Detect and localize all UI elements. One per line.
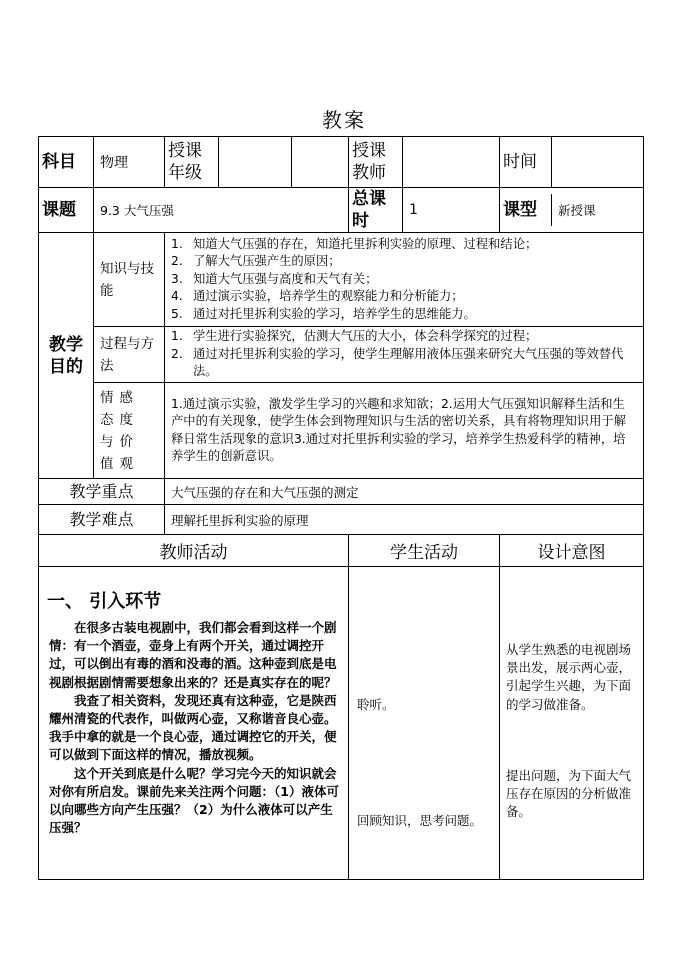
subject-label: 科目: [39, 137, 94, 188]
design-intent-header: 设计意图: [500, 535, 644, 567]
list-item: 2. 了解大气压强产生的原因；: [171, 254, 341, 269]
grade-value-extra: [292, 137, 349, 188]
objectives-label: 教学目的: [39, 233, 94, 479]
time-cell: [500, 137, 644, 188]
teacher-paragraph: 这个开关到底是什么呢？学习完今天的知识就会对你有所启发。课前先来关注两个问题：（1）液体可以向哪些方向产生压强？（2）为什么液体可以产生压强？: [49, 765, 339, 836]
section-title: 一、 引入环节: [47, 591, 162, 612]
student-activity-listen: 聆听。: [357, 697, 395, 712]
teacher-paragraph: 在很多古装电视剧中，我们都会看到这样一个剧情：有一个酒壶，壶身上有两个开关，通过调控开过，可以倒出有毒的酒和没毒的酒。这种壶到底是电视剧根据剧情需要想象出来的？还是真实存在的呢？: [49, 620, 337, 690]
hours-label: 总课时: [349, 188, 403, 233]
list-item: 1. 学生进行实验探究，估测大气压的大小，体会科学探究的过程；: [171, 329, 538, 344]
subject-value: 物理: [94, 137, 165, 188]
student-activity-review: 回顾知识，思考问题。: [357, 813, 483, 828]
design-intent-text: 从学生熟悉的电视剧场景出发，展示两心壶，引起学生兴趣，为下面的学习做准备。: [506, 642, 632, 712]
teacher-activity-cell: [39, 567, 349, 880]
emotion-label: 情感态度与价值观: [94, 383, 165, 479]
grade-label: 授课年级: [165, 137, 219, 188]
grade-value: [219, 137, 292, 188]
time-value: [552, 137, 643, 187]
key-point-value: 大气压强的存在和大气压强的测定: [165, 479, 644, 505]
teacher-paragraph: 我查了相关资料，发现还真有这种壶，它是陕西耀州清瓷的代表作，叫做两心壶，又称谐音良心壶。我手中拿的就是一个良心壶，通过调控它的开关，便可以做到下面这样的情况，播放视频。: [49, 692, 337, 763]
document-title: 教案: [322, 108, 366, 132]
list-item: 5. 通过对托里拆利实验的学习，培养学生的思维能力。: [171, 306, 476, 321]
knowledge-list-cell: [165, 233, 644, 327]
difficulty-label: 教学难点: [39, 505, 165, 535]
list-item: 3. 知道大气压强与高度和天气有关；: [171, 271, 378, 286]
emotion-text: 1.通过演示实验，激发学生学习的兴趣和求知欲；2.运用大气压强知识解释生活和生产中的有关现象，使学生体会到物理知识与生活的密切关系，具有将物理知识用于解释日常生活现象的意识3.通过对托里拆利实验的学习，培养学生热爱科学的精神，培养学生的创新意识。: [165, 383, 644, 479]
hours-value: 1: [403, 188, 500, 233]
design-intent-cell: [500, 567, 644, 880]
teacher-value: [403, 137, 500, 188]
list-item: 4. 通过演示实验，培养学生的观察能力和分析能力；: [171, 289, 464, 304]
student-activity-header: 学生活动: [349, 535, 500, 567]
knowledge-label: 知识与技能: [94, 233, 165, 327]
type-cell: [500, 188, 644, 233]
teacher-label: 授课教师: [349, 137, 403, 188]
topic-label: 课题: [39, 188, 94, 233]
list-item: 2. 通过对托里拆利实验的学习，使学生理解用液体压强来研究大气压强的等效替代法。: [171, 346, 624, 379]
process-list: [165, 328, 643, 381]
difficulty-value: 理解托里拆利实验的原理: [165, 505, 644, 535]
list-item: 1. 知道大气压强的存在，知道托里拆利实验的原理、过程和结论；: [171, 236, 538, 251]
design-intent-text: 提出问题，为下面大气压存在原因的分析做准备。: [506, 768, 632, 820]
process-label: 过程与方法: [94, 327, 165, 383]
time-label: 时间: [500, 137, 552, 187]
type-value: 新授课: [558, 203, 596, 218]
topic-value: 9.3 大气压强: [94, 188, 349, 233]
key-point-label: 教学重点: [39, 479, 165, 505]
teacher-activity-header: 教师活动: [39, 535, 349, 567]
process-list-cell: [165, 327, 644, 383]
knowledge-list: [165, 236, 643, 324]
type-label: 课型: [500, 194, 552, 226]
student-activity-cell: [349, 567, 500, 880]
lesson-plan-table: [38, 136, 644, 880]
